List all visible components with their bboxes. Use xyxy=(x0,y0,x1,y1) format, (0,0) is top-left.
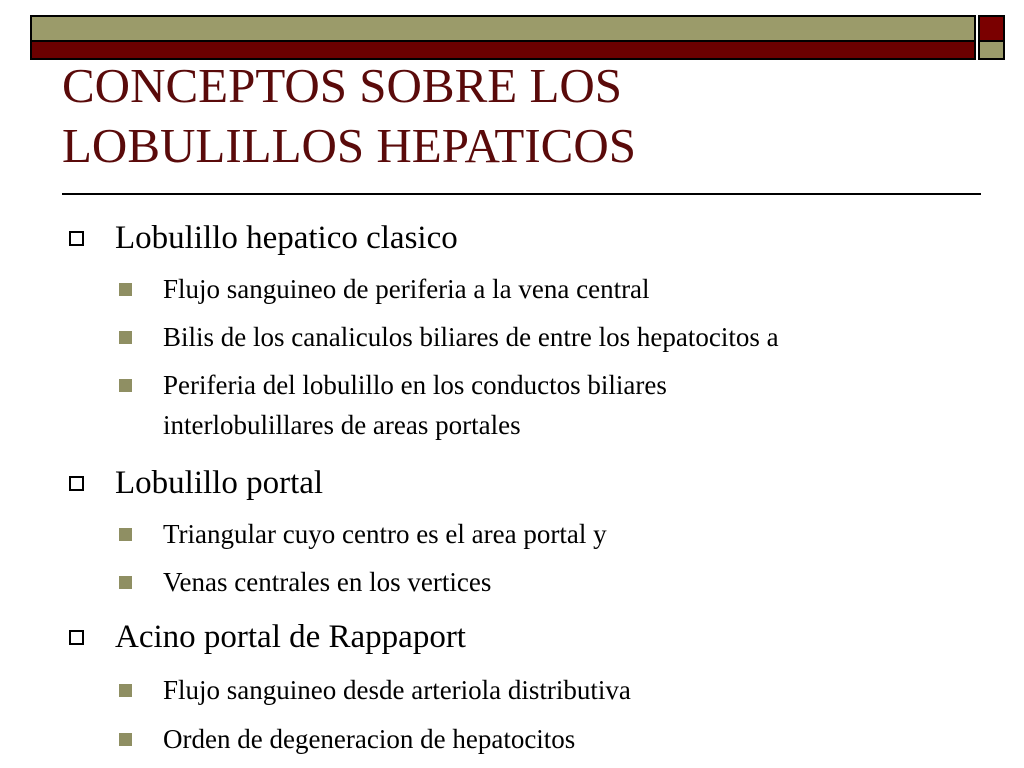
list-item: Triangular cuyo centro es el area portal y xyxy=(163,519,607,549)
list-item: Bilis de los canaliculos biliares de entre los hepatocitos a xyxy=(163,322,779,352)
square-bullet-icon xyxy=(119,331,132,344)
slide-title-line-2: LOBULILLOS HEPATICOS xyxy=(62,118,636,173)
slide-title-line-1: CONCEPTOS SOBRE LOS xyxy=(62,58,623,113)
section-heading: Lobulillo portal xyxy=(115,465,324,501)
square-bullet-icon xyxy=(119,283,132,296)
list-item: Venas centrales en los vertices xyxy=(163,567,492,597)
section-heading: Acino portal de Rappaport xyxy=(115,619,466,655)
list-item: Flujo sanguineo de periferia a la vena central xyxy=(163,274,650,304)
square-bullet-icon xyxy=(119,684,132,697)
square-bullet-icon xyxy=(119,379,132,392)
square-bullet-icon xyxy=(119,528,132,541)
hollow-square-bullet-icon xyxy=(69,476,84,491)
list-item: Periferia del lobulillo en los conductos biliares interlobulillares de areas portales xyxy=(163,370,667,440)
square-bullet-icon xyxy=(119,576,132,589)
hollow-square-bullet-icon xyxy=(69,231,84,246)
list-item: Orden de degeneracion de hepatocitos xyxy=(163,724,576,754)
list-item: Flujo sanguineo desde arteriola distributiva xyxy=(163,675,631,705)
section-heading: Lobulillo hepatico clasico xyxy=(115,220,458,256)
hollow-square-bullet-icon xyxy=(69,630,84,645)
square-bullet-icon xyxy=(119,733,132,746)
